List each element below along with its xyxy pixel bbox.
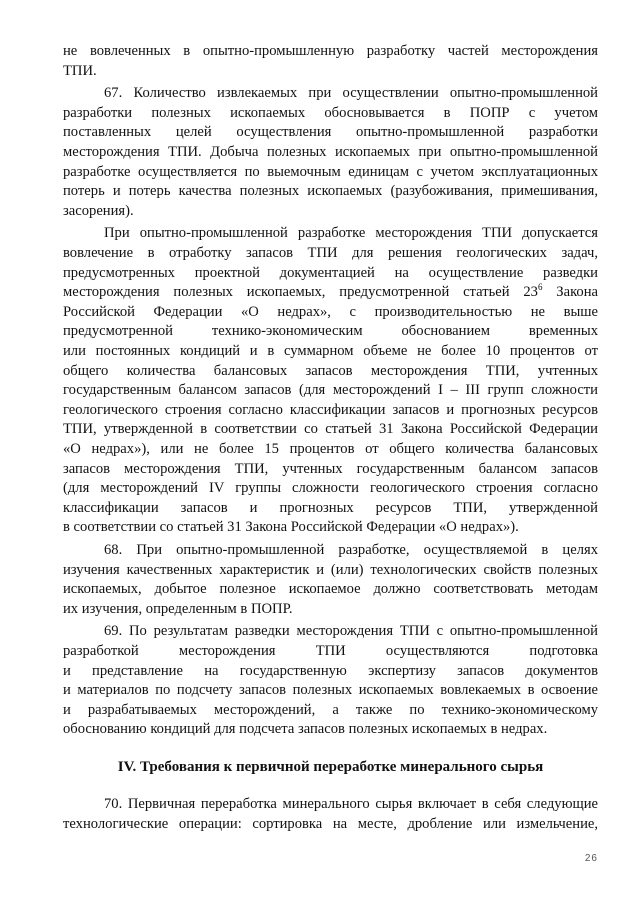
text-line: При опытно-промышленной разработке месторождения ТПИ допускается <box>104 225 598 242</box>
text-line: и разрабатываемых месторождений, а также по технико-экономическому <box>63 701 598 718</box>
text-line: Российской Федерации «О недрах», с производительностью не выше <box>63 303 598 320</box>
text-line: предусмотренных проектной документацией на осуществление разведки <box>63 264 598 281</box>
text-line: разработкой месторождения ТПИ осуществляются подготовка <box>63 643 598 659</box>
text-line: и представление на государственную экспертизу запасов документов <box>63 662 598 679</box>
text-line: ископаемых, добытое полезное ископаемое должно соответствовать методам <box>63 581 598 598</box>
text-line: или постоянных кондиций и в суммарном объеме не более 10 процентов от <box>63 343 598 359</box>
text-line: запасов месторождения ТПИ, учтенных государственным балансом запасов <box>63 460 598 477</box>
text-line: государственным балансом запасов (для месторождений I – III групп сложности <box>63 382 598 399</box>
text-line: ТПИ, утвержденной в соответствии со статьей 31 Закона Российской Федерации <box>63 421 598 438</box>
text-run: Закона <box>542 284 598 301</box>
text-line: «О недрах»), или не более 15 процентов от общего количества балансовых <box>63 441 598 457</box>
text-line: 67. Количество извлекаемых при осуществлении опытно-промышленной <box>104 85 598 102</box>
page-number: 26 <box>584 853 598 864</box>
text-line: месторождения ТПИ. Добыча полезных ископаемых при опытно-промышленной <box>63 144 598 160</box>
text-line: технологические операции: сортировка на месте, дробление или измельчение, <box>63 815 598 832</box>
text-line: ТПИ. <box>63 62 97 79</box>
section-heading: IV. Требования к первичной переработке минерального сырья <box>117 759 544 775</box>
text-line: обоснованию кондиций для подсчета запасов полезных ископаемых в недрах. <box>63 721 548 738</box>
text-line: общего количества балансовых запасов месторождения ТПИ, учтенных <box>63 362 598 379</box>
text-line: и материалов по подсчету запасов полезных ископаемых вовлекаемых в освоение <box>63 682 598 699</box>
text-line: поставленных целей осуществления опытно-промышленной разработки <box>63 124 598 141</box>
text-line: 70. Первичная переработка минерального сырья включает в себя следующие <box>104 796 598 812</box>
text-line: изучения качественных характеристик и (или) технологических свойств полезных <box>63 561 598 578</box>
text-line: засорения). <box>63 202 134 219</box>
text-line: потерь и потерь качества полезных ископаемых (разубоживания, примешивания, <box>63 183 598 200</box>
text-line: предусмотренной технико-экономическим обоснованием временных <box>63 323 598 340</box>
text-run: месторождения полезных ископаемых, предусмотренной статьей 23 <box>63 284 538 301</box>
text-line: их изучения, определенным в ПОПР. <box>63 600 293 617</box>
text-line: 69. По результатам разведки месторождения ТПИ с опытно-промышленной <box>104 623 598 640</box>
text-line: в соответствии со статьей 31 Закона Российской Федерации «О недрах»). <box>63 519 519 536</box>
text-line: вовлечение в отработку запасов ТПИ для решения геологических задач, <box>63 245 598 261</box>
text-line: разработки полезных ископаемых обосновывается в ПОПР с учетом <box>63 104 598 121</box>
text-line: геологического строения согласно классификации запасов и прогнозных ресурсов <box>63 401 598 418</box>
text-line: 68. При опытно-промышленной разработке, осуществляемой в целях <box>104 542 598 558</box>
text-line <box>63 283 598 302</box>
superscript: 6 <box>537 282 543 293</box>
text-line: классификации запасов и прогнозных ресурсов ТПИ, утвержденной <box>63 499 598 516</box>
text-line: не вовлеченных в опытно-промышленную разработку частей месторождения <box>63 43 598 59</box>
text-line: разработке осуществляется по выемочным единицам с учетом эксплуатационных <box>63 163 598 180</box>
text-line: (для месторождений IV группы сложности геологического строения согласно <box>63 480 598 497</box>
